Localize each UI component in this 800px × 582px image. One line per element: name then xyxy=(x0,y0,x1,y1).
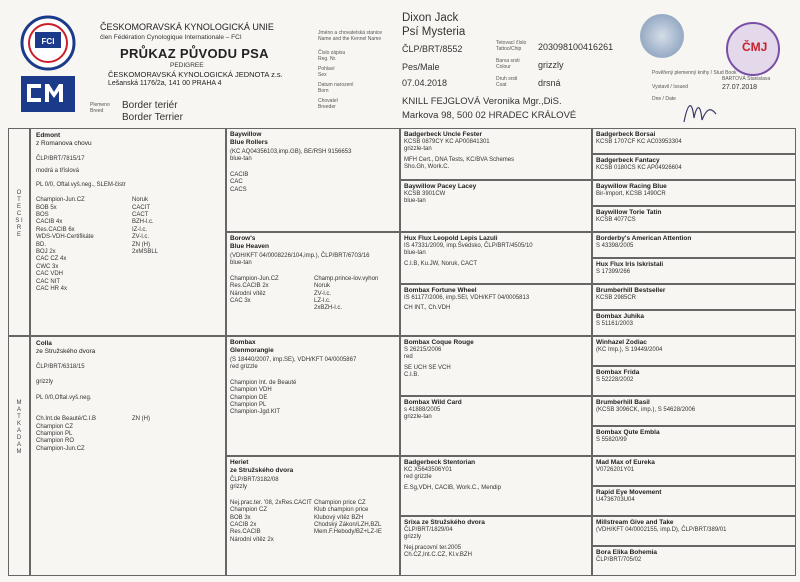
sire-title: Res.CACIB 6x xyxy=(36,226,75,233)
sire-title: CACIB 4x xyxy=(36,219,63,226)
great-grandparent-color: blue-tan xyxy=(404,250,426,257)
grandparent-title: CACIB 2x xyxy=(230,522,257,529)
dam-health: PL 0/0,Oftal.vyš.neg. xyxy=(36,394,92,401)
issuer-name: ČESKOMORAVSKÁ KYNOLOGICKÁ JEDNOTA z.s. xyxy=(108,70,283,79)
gg-grandparent-reg: KCSB 1707CF KC AC03953304 xyxy=(596,139,682,145)
hologram-seal-icon xyxy=(640,14,684,58)
gg-grandparent-name: Borderby's American Attention xyxy=(596,235,692,242)
great-grandparent-name: Hux Flux Leopold Lepis Lazuli xyxy=(404,235,498,242)
sire-title: BOS xyxy=(36,212,49,219)
issued-label: Vystavil / Issued xyxy=(652,84,688,90)
grandparent-titles-left xyxy=(230,172,314,194)
signature-icon xyxy=(680,96,720,128)
gg-grandparent-reg: S 17399/266 xyxy=(596,269,631,275)
great-grandparent-content xyxy=(404,519,590,574)
great-grandparent-content xyxy=(404,131,590,178)
sire-title: WDS-VDH-Certifikáte xyxy=(36,234,94,241)
grandparent-titles xyxy=(230,380,398,417)
gg-grandparent-name: Brumberhill Basil xyxy=(596,399,650,406)
grandparent-title: Nej.prac.ter. '08, 2xRes.CACIT xyxy=(230,499,312,506)
grandparent-title: Klubový vítěz BZH xyxy=(314,514,364,521)
grandparent-title: Klub champion price xyxy=(314,507,369,514)
dam-title: ZN (H) xyxy=(132,416,150,423)
grandparent-title: LZ-l.c. xyxy=(314,298,331,305)
great-grandparent-name: Bombax Coque Rouge xyxy=(404,339,474,346)
dam-title: Champion RO xyxy=(36,438,75,445)
dog-birth: 07.04.2018 xyxy=(402,78,448,88)
grandparent-kennel: ze Stružského dvora xyxy=(230,467,294,474)
gg-grandparent-content xyxy=(596,459,794,485)
date-label: Dne / Date xyxy=(652,96,676,102)
gg-grandparent-content xyxy=(596,429,794,455)
grandparent-title: BOB 3x xyxy=(230,514,251,521)
grandparent-content xyxy=(230,459,398,573)
gg-grandparent-reg: S 55820/99 xyxy=(596,437,627,443)
great-grandparent-titles: Sho.Gh, Work.C. xyxy=(404,164,450,171)
grandparent-title: Champion-Jgd.KIT xyxy=(230,409,281,416)
gg-grandparent-reg: KCSB 2985CR xyxy=(596,295,637,301)
gg-grandparent-content xyxy=(596,339,794,365)
great-grandparent-content xyxy=(404,399,590,454)
sire-title: CACIT xyxy=(132,204,150,211)
sire-reg: ČLP/BRT/7815/17 xyxy=(36,156,85,162)
grandparent-titles-left xyxy=(230,500,314,544)
grandparent-title: Champion DE xyxy=(230,394,268,401)
breed-label: Plemeno Breed xyxy=(90,102,110,114)
gg-grandparent-content xyxy=(596,399,794,425)
gg-grandparent-content xyxy=(596,261,794,283)
sire-title: CAC NIT xyxy=(36,278,60,285)
great-grandparent-reg: KC X5643506Y01 xyxy=(404,467,453,473)
great-grandparent-color: grizzle-tan xyxy=(404,146,432,153)
chip-label: Tetovací číslo Tattoo/Chip xyxy=(496,40,527,52)
great-grandparent-reg: IS 47331/2009, imp.Švédsko, ČLP/BRT/4505/10 xyxy=(404,243,533,249)
sire-title: CAC CZ 4x xyxy=(36,256,67,263)
grandparent-title: Národní vítěz xyxy=(230,290,266,297)
grandparent-reg: (KC AQ04356103,imp.GB), BE/RSH 9156653 xyxy=(230,149,352,155)
sire-title: ZN (H) xyxy=(132,241,150,248)
grandparent-reg: ČLP/BRT/3182/08 xyxy=(230,477,279,483)
gg-grandparent-reg: Bir-Import, KCSB 1490CR xyxy=(596,191,666,197)
grandparent-titles-right xyxy=(314,500,382,544)
grandparent-content xyxy=(230,131,398,229)
gg-grandparent-name: Bombax Qute Embla xyxy=(596,429,660,436)
gg-grandparent-reg: (KC Imp.), S 19449/2004 xyxy=(596,347,663,353)
breed-cz: Border teriér xyxy=(122,100,178,111)
breeder-label: Chovatel Breeder xyxy=(318,98,338,110)
great-grandparent-name: Badgerbeck Uncle Fester xyxy=(404,131,483,138)
gg-grandparent-content xyxy=(596,489,794,515)
great-grandparent-content xyxy=(404,339,590,394)
color-label: Barva srsti Colour xyxy=(496,58,520,70)
gg-grandparent-name: Winhazel Zodiac xyxy=(596,339,647,346)
sire-kennel: z Romanova chovu xyxy=(36,140,92,147)
grandparent-title: Res.CACIB 2x xyxy=(230,283,269,290)
dog-kennel: Psí Mysteria xyxy=(402,26,466,38)
dam-side-label: M A T K A D A M xyxy=(16,400,22,455)
sire-color: modrá a tříslová xyxy=(36,168,80,175)
grandparent-kennel: Blue Rollers xyxy=(230,139,268,146)
dam-titles-left xyxy=(36,416,132,453)
grandparent-title: CAC xyxy=(230,179,243,186)
dog-color: grizzly xyxy=(538,60,564,70)
gg-grandparent-content xyxy=(596,369,794,395)
great-grandparent-titles: C.I.B. xyxy=(404,372,420,379)
great-grandparent-content xyxy=(404,183,590,230)
grandparent-title: 2xBZH-l.c. xyxy=(314,305,343,312)
dog-coat: drsná xyxy=(538,78,561,88)
grandparent-kennel: Glenmorangie xyxy=(230,347,274,354)
gg-grandparent-reg: S 52228/2002 xyxy=(596,377,634,383)
grandparent-titles-right xyxy=(314,276,378,313)
gg-grandparent-reg: KCSB 0180CS KC AP04926604 xyxy=(596,165,682,171)
grandparent-title: CACIB xyxy=(230,171,249,178)
sire-title: BZH-l.c. xyxy=(132,219,154,226)
grandparent-titles xyxy=(230,276,398,313)
grandparent-name: Bombax xyxy=(230,339,256,346)
great-grandparent-titles: Nej.pracovní ter.2005 xyxy=(404,544,462,551)
gg-grandparent-content xyxy=(596,235,794,257)
great-grandparent-titles: SE UCH SE VCH xyxy=(404,364,451,371)
sire-title: CACT xyxy=(132,212,149,219)
gg-grandparent-content xyxy=(596,131,794,153)
gg-grandparent-reg: S 51161/2003 xyxy=(596,321,633,327)
grandparent-name: Heriet xyxy=(230,459,249,466)
great-grandparent-reg: KCSB 0879CY KC AP00841301 xyxy=(404,139,490,145)
great-grandparent-name: Srixa ze Stružského dvora xyxy=(404,519,485,526)
gg-grandparent-reg: V0726201Y01 xyxy=(596,467,635,473)
great-grandparent-reg: KCSB 3901CW xyxy=(404,191,446,197)
official-stamp-icon: ČMJ xyxy=(726,22,780,76)
sire-title: ZV-l.c. xyxy=(132,234,150,241)
grandparent-title: Champion CZ xyxy=(230,507,268,514)
sire-content xyxy=(36,132,222,332)
gg-grandparent-content xyxy=(596,549,794,575)
grandparent-title: Národní vítěz 2x xyxy=(230,536,274,543)
grandparent-title: Chodský Zákon/LZH,BZL xyxy=(314,522,382,529)
sire-title: CWC 3x xyxy=(36,263,59,270)
grandparent-titles-left xyxy=(230,380,314,417)
issuer-address: Lešanská 1176/2a, 141 00 PRAHA 4 xyxy=(108,80,222,87)
coat-label: Druh srsti Coat xyxy=(496,76,518,88)
sire-name: Edmont xyxy=(36,132,61,139)
gg-grandparent-name: Baywillow Torie Tatin xyxy=(596,209,662,216)
sire-title: BOB 5x xyxy=(36,204,57,211)
great-grandparent-content xyxy=(404,235,590,282)
dam-name: Colla xyxy=(36,340,52,347)
sire-side-label: O T E C S I R E xyxy=(15,190,23,238)
gg-grandparent-content xyxy=(596,183,794,205)
dam-title: Champion PL xyxy=(36,431,73,438)
fci-cmku-logo xyxy=(13,10,83,120)
gg-grandparent-reg: (VDH/KFT 04/0002155, imp.D), ČLP/BRT/389/01 xyxy=(596,527,727,533)
great-grandparent-titles: E.Sg,VDH, CACIB, Work.C., Mendip xyxy=(404,484,501,491)
great-grandparent-color: blue-tan xyxy=(404,198,426,205)
great-grandparent-color: red xyxy=(404,354,413,361)
sire-title: CAC HR 4x xyxy=(36,286,68,293)
great-grandparent-name: Badgerbeck Stentorian xyxy=(404,459,476,466)
reg-label: Číslo zápisu Reg. Nr. xyxy=(318,50,346,62)
gg-grandparent-name: Millstream Give and Take xyxy=(596,519,674,526)
breed-en: Border Terrier xyxy=(122,112,183,123)
birth-label: Datum narození Born xyxy=(318,82,354,94)
breeder-name: KNILL FEJGLOVÁ Veronika Mgr.,DiS. xyxy=(402,96,562,107)
dam-color: grizzly xyxy=(36,379,54,386)
great-grandparent-color: red grizzle xyxy=(404,474,432,481)
dog-reg: ČLP/BRT/8552 xyxy=(402,44,463,54)
gg-grandparent-name: Bombax Juhika xyxy=(596,313,645,320)
great-grandparent-reg: s 41888/2005 xyxy=(404,407,441,413)
sire-health: PL 0/0, Oftal.vyš.neg., SLEM-čistr xyxy=(36,181,126,188)
grandparent-title: Champion PL xyxy=(230,402,267,409)
authorized-label: Pověřený plemenný knihy / Stud Book xyxy=(652,70,737,76)
gg-grandparent-name: Baywillow Racing Blue xyxy=(596,183,667,190)
great-grandparent-titles: MFH Cert., DNA Tests, KC/BVA Schemes xyxy=(404,156,515,163)
great-grandparent-name: Bombax Wild Card xyxy=(404,399,462,406)
sire-title: IZ-l.c. xyxy=(132,226,147,233)
grandparent-color: blue-tan xyxy=(230,260,252,267)
grandparent-title: CACS xyxy=(230,186,247,193)
great-grandparent-name: Bombax Fortune Wheel xyxy=(404,287,477,294)
org-name: ČESKOMORAVSKÁ KYNOLOGICKÁ UNIE xyxy=(100,22,274,32)
gg-grandparent-content xyxy=(596,519,794,545)
issued-by: BARTOVÁ Stanislava xyxy=(722,76,771,82)
org-subtitle: člen Fédération Cynologique Internationale – FCI xyxy=(100,34,242,41)
grandparent-color: grizzly xyxy=(230,484,248,491)
grandparent-reg: (VDH/KFT 04/0008226/104,imp.), ČLP/BRT/6703/16 xyxy=(230,253,370,259)
grandparent-titles xyxy=(230,172,398,194)
sire-titles-right xyxy=(132,197,158,293)
grandparent-content xyxy=(230,339,398,453)
grandparent-title: Mem.F.Hebody/BZ+LZ-IE xyxy=(314,529,382,536)
sire-titles-left xyxy=(36,197,132,293)
issued-date: 27.07.2018 xyxy=(722,84,758,91)
great-grandparent-reg: ČLP/BRT/1829/04 xyxy=(404,527,453,533)
grandparent-title: Champion VDH xyxy=(230,387,272,394)
gg-grandparent-reg: KCSB 4077CS xyxy=(596,217,636,223)
great-grandparent-color: grizzle-tan xyxy=(404,414,432,421)
sire-title: BOJ 2x xyxy=(36,249,56,256)
grandparent-title: CAC 3x xyxy=(230,298,251,305)
great-grandparent-reg: IS 61177/2006, imp.SEI, VDH/KFT 04/0005813 xyxy=(404,295,530,301)
great-grandparent-content xyxy=(404,287,590,334)
gg-grandparent-name: Rapid Eye Movement xyxy=(596,489,662,496)
gg-grandparent-name: Bombax Frida xyxy=(596,369,640,376)
gg-grandparent-reg: S 43398/2005 xyxy=(596,243,634,249)
grandparent-reg: (S 18440/2007, imp.SE), VDH/KFT 04/0005867 xyxy=(230,357,357,363)
sire-title: CAC VDH xyxy=(36,271,64,278)
grandparent-title: Champion-Jun.CZ xyxy=(230,275,279,282)
gg-grandparent-content xyxy=(596,287,794,309)
great-grandparent-reg: S 26215/2006 xyxy=(404,347,442,353)
gg-grandparent-name: Brumberhill Bestseller xyxy=(596,287,666,294)
great-grandparent-content xyxy=(404,459,590,514)
dog-name: Dixon Jack xyxy=(402,12,459,24)
svg-text:FCI: FCI xyxy=(41,37,55,46)
great-grandparent-titles: Ch.CZ,Int.C.CZ, Kl.v.BZH xyxy=(404,552,472,559)
grandparent-title: Champion Int. de Beauté xyxy=(230,379,297,386)
grandparent-name: Borow's xyxy=(230,235,256,242)
dam-titles-right xyxy=(132,416,150,453)
dam-title: Ch.Int.de Beauté/C.I.B xyxy=(36,416,97,423)
gg-grandparent-name: Bora Elika Bohemia xyxy=(596,549,658,556)
sire-title: Champion-Jun.CZ xyxy=(36,197,85,204)
grandparent-title: ZV-l.c. xyxy=(314,290,332,297)
grandparent-title: Res.CACIB xyxy=(230,529,261,536)
gg-grandparent-content xyxy=(596,313,794,335)
grandparent-name: Baywillow xyxy=(230,131,262,138)
gg-grandparent-name: Badgerbeck Fantacy xyxy=(596,157,660,164)
sex-label: Pohlaví Sex xyxy=(318,66,335,78)
dog-sex: Pes/Male xyxy=(402,62,440,72)
grandparent-title: Noruk xyxy=(314,283,331,290)
sire-title: 2xMSBLL xyxy=(132,249,159,256)
dog-chip: 203098100416261 xyxy=(538,42,614,52)
great-grandparent-titles: C.I.B, Ku.JW, Noruk, CACT xyxy=(404,260,478,267)
dam-title: Champion-Jun.CZ xyxy=(36,445,85,452)
grandparent-color: red grizzle xyxy=(230,364,258,371)
dam-side-column xyxy=(8,336,30,576)
great-grandparent-name: Baywillow Pacey Lacey xyxy=(404,183,477,190)
gg-grandparent-content xyxy=(596,157,794,179)
grandparent-color: blue-tan xyxy=(230,156,252,163)
gg-grandparent-name: Mad Max of Eureka xyxy=(596,459,655,466)
great-grandparent-color: grizzly xyxy=(404,534,422,541)
gg-grandparent-reg: (KCSB 3096CK, imp.), S 54628/2006 xyxy=(596,407,696,413)
dam-reg: ČLP/BRT/6318/15 xyxy=(36,364,85,370)
gg-grandparent-reg: U4736703U04 xyxy=(596,497,635,503)
sire-title: BD. xyxy=(36,241,47,248)
grandparent-kennel: Blue Heaven xyxy=(230,243,270,250)
grandparent-title: Champion price CZ xyxy=(314,499,366,506)
grandparent-titles-left xyxy=(230,276,314,313)
name-label: Jméno a chovatelská stanice Name and the Kennel Name xyxy=(318,30,383,42)
dam-content xyxy=(36,340,222,572)
gg-grandparent-reg: ČLP/BRT/705/02 xyxy=(596,557,642,563)
gg-grandparent-name: Hux Flux Iris Iskristali xyxy=(596,261,664,268)
dam-title: Champion CZ xyxy=(36,423,74,430)
breeder-address: Markova 98, 500 02 HRADEC KRÁLOVÉ xyxy=(402,110,577,121)
grandparent-title: Champ.prince-lov.vyhon xyxy=(314,275,379,282)
great-grandparent-titles: CH INT., Ch.VDH xyxy=(404,305,451,312)
grandparent-titles xyxy=(230,500,398,544)
gg-grandparent-content xyxy=(596,209,794,231)
doc-title-en: PEDIGREE xyxy=(170,62,204,69)
dam-kennel: ze Stružského dvora xyxy=(36,348,96,355)
sire-title: Noruk xyxy=(132,197,149,204)
doc-title: PRŮKAZ PŮVODU PSA xyxy=(120,46,269,61)
gg-grandparent-name: Badgerbeck Borsai xyxy=(596,131,656,138)
grandparent-content xyxy=(230,235,398,333)
